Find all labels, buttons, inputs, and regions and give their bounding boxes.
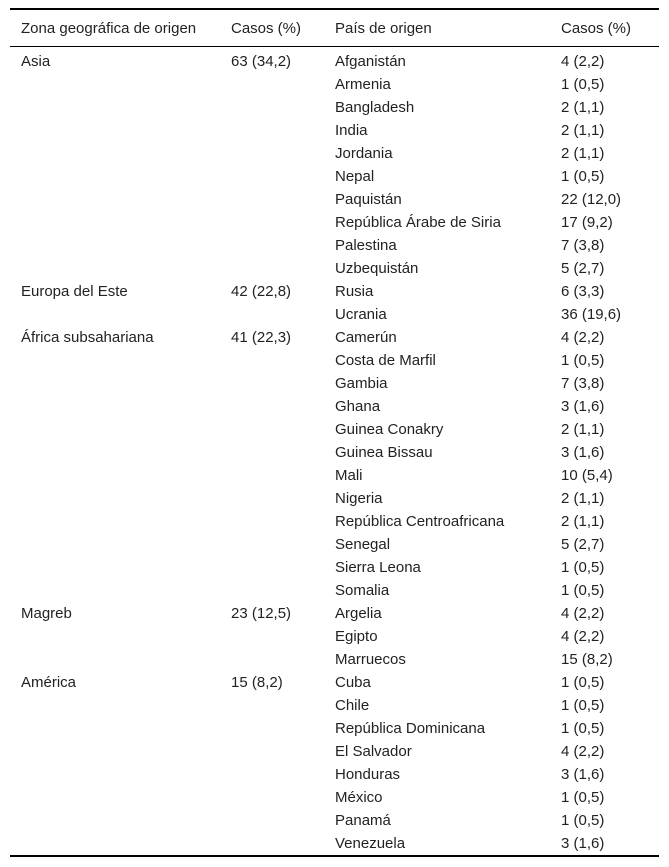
cell-zone xyxy=(10,234,220,257)
cell-zone xyxy=(10,786,220,809)
cell-country-cases: 2 (1,1) xyxy=(561,490,605,507)
cell-zone xyxy=(10,487,220,510)
table-row xyxy=(10,47,659,74)
table-row xyxy=(10,740,659,763)
cell-country: Somalia xyxy=(335,582,390,599)
cell-country-cases: 5 (2,7) xyxy=(561,536,605,553)
cell-zone xyxy=(10,809,220,832)
table-row xyxy=(10,602,659,625)
cell-zone-cases xyxy=(220,648,324,671)
cell-zone: África subsahariana xyxy=(21,329,154,346)
cell-zone-cases xyxy=(220,188,324,211)
cell-zone-cases xyxy=(220,579,324,602)
cell-zone-cases xyxy=(220,832,324,856)
cell-zone: Magreb xyxy=(21,605,72,622)
table-row xyxy=(10,96,659,119)
cell-zone xyxy=(10,73,220,96)
cell-zone xyxy=(10,395,220,418)
cell-country-cases: 2 (1,1) xyxy=(561,145,605,162)
cell-zone-cases xyxy=(220,395,324,418)
cell-country-cases: 4 (2,2) xyxy=(561,605,605,622)
cell-zone xyxy=(10,257,220,280)
cell-country: Argelia xyxy=(335,605,382,622)
cell-country-cases: 4 (2,2) xyxy=(561,628,605,645)
cell-country: Sierra Leona xyxy=(335,559,421,576)
cell-zone xyxy=(10,740,220,763)
cell-country: Senegal xyxy=(335,536,391,553)
cell-zone-cases xyxy=(220,234,324,257)
table-row xyxy=(10,533,659,556)
cell-country: Egipto xyxy=(335,628,378,645)
cell-zone-cases xyxy=(220,119,324,142)
table-body xyxy=(10,47,659,857)
header-row xyxy=(10,9,659,47)
cell-country-cases: 1 (0,5) xyxy=(561,720,605,737)
cell-country-cases: 1 (0,5) xyxy=(561,812,605,829)
cell-country: México xyxy=(335,789,383,806)
cell-country: Nepal xyxy=(335,168,375,185)
cell-country: Honduras xyxy=(335,766,401,783)
cell-country: Venezuela xyxy=(324,832,550,856)
cell-country: Guinea Conakry xyxy=(335,421,444,438)
cell-country-cases: 2 (1,1) xyxy=(561,421,605,438)
cell-country: República Árabe de Siria xyxy=(335,214,501,231)
cell-country: Afganistán xyxy=(335,53,406,70)
cell-zone-cases xyxy=(220,142,324,165)
cell-country: Marruecos xyxy=(335,651,406,668)
table-row xyxy=(10,142,659,165)
cell-country-cases: 36 (19,6) xyxy=(561,306,622,323)
cell-country-cases: 3 (1,6) xyxy=(550,832,659,856)
cell-zone-cases: 63 (34,2) xyxy=(231,53,292,70)
cell-zone-cases xyxy=(220,786,324,809)
origin-cases-table xyxy=(10,8,659,857)
cell-zone xyxy=(10,418,220,441)
cell-country-cases: 1 (0,5) xyxy=(561,352,605,369)
cell-zone: Europa del Este xyxy=(21,283,128,300)
table-container xyxy=(10,8,659,857)
cell-country-cases: 4 (2,2) xyxy=(561,743,605,760)
cell-zone-cases xyxy=(220,487,324,510)
cell-country: República Dominicana xyxy=(335,720,486,737)
cell-country-cases: 6 (3,3) xyxy=(561,283,605,300)
table-header xyxy=(10,9,659,47)
cell-zone-cases xyxy=(220,96,324,119)
header-country: País de origen xyxy=(324,9,550,47)
cell-country: Guinea Bissau xyxy=(335,444,433,461)
cell-zone xyxy=(10,349,220,372)
cell-country: India xyxy=(335,122,368,139)
cell-country: Armenia xyxy=(335,76,391,93)
table-row xyxy=(10,257,659,280)
cell-country: Ghana xyxy=(335,398,381,415)
cell-country: República Centroafricana xyxy=(335,513,505,530)
cell-country-cases: 2 (1,1) xyxy=(561,513,605,530)
cell-zone-cases xyxy=(220,165,324,188)
cell-zone xyxy=(10,464,220,487)
cell-country: Costa de Marfil xyxy=(335,352,436,369)
cell-country-cases: 1 (0,5) xyxy=(561,789,605,806)
table-row xyxy=(10,510,659,533)
table-row xyxy=(10,372,659,395)
cell-zone-cases xyxy=(220,257,324,280)
table-row xyxy=(10,809,659,832)
cell-zone xyxy=(10,211,220,234)
table-row xyxy=(10,464,659,487)
cell-country: Gambia xyxy=(335,375,388,392)
cell-country: El Salvador xyxy=(335,743,412,760)
cell-zone xyxy=(10,763,220,786)
cell-country: Bangladesh xyxy=(335,99,415,116)
cell-zone xyxy=(10,579,220,602)
cell-zone-cases xyxy=(220,625,324,648)
table-row xyxy=(10,418,659,441)
cell-zone-cases xyxy=(220,717,324,740)
cell-zone xyxy=(10,533,220,556)
header-zone: Zona geográfica de origen xyxy=(10,9,220,47)
table-row xyxy=(10,579,659,602)
cell-zone: América xyxy=(21,674,77,691)
cell-country-cases: 2 (1,1) xyxy=(561,122,605,139)
cell-zone-cases xyxy=(220,809,324,832)
cell-country-cases: 10 (5,4) xyxy=(561,467,613,484)
cell-country-cases: 4 (2,2) xyxy=(561,329,605,346)
cell-zone-cases xyxy=(220,73,324,96)
cell-country-cases: 1 (0,5) xyxy=(561,582,605,599)
table-row xyxy=(10,119,659,142)
table-row xyxy=(10,441,659,464)
cell-country-cases: 2 (1,1) xyxy=(561,99,605,116)
cell-zone-cases xyxy=(220,763,324,786)
cell-zone xyxy=(10,556,220,579)
cell-zone xyxy=(10,188,220,211)
cell-zone xyxy=(10,694,220,717)
table-row xyxy=(10,234,659,257)
cell-zone-cases xyxy=(220,740,324,763)
cell-zone-cases: 42 (22,8) xyxy=(231,283,292,300)
cell-country: Jordania xyxy=(335,145,393,162)
table-row xyxy=(10,786,659,809)
cell-zone xyxy=(10,510,220,533)
cell-country-cases: 1 (0,5) xyxy=(561,168,605,185)
cell-zone xyxy=(10,648,220,671)
cell-zone-cases xyxy=(220,303,324,326)
cell-country-cases: 3 (1,6) xyxy=(561,766,605,783)
cell-zone xyxy=(10,303,220,326)
table-row xyxy=(10,717,659,740)
table-row xyxy=(10,395,659,418)
cell-country-cases: 17 (9,2) xyxy=(561,214,613,231)
cell-zone xyxy=(10,96,220,119)
table-row xyxy=(10,648,659,671)
cell-zone xyxy=(10,832,220,856)
cell-country-cases: 1 (0,5) xyxy=(561,76,605,93)
cell-country: Camerún xyxy=(335,329,397,346)
cell-country-cases: 15 (8,2) xyxy=(561,651,613,668)
cell-zone xyxy=(10,372,220,395)
cell-zone-cases xyxy=(220,418,324,441)
cell-country: Rusia xyxy=(335,283,374,300)
table-row xyxy=(10,73,659,96)
cell-country: Nigeria xyxy=(335,490,383,507)
cell-country-cases: 7 (3,8) xyxy=(561,237,605,254)
cell-zone-cases: 15 (8,2) xyxy=(231,674,283,691)
cell-zone xyxy=(10,142,220,165)
table-row xyxy=(10,165,659,188)
cell-zone-cases xyxy=(220,533,324,556)
cell-zone-cases: 23 (12,5) xyxy=(231,605,292,622)
cell-country: Uzbequistán xyxy=(335,260,419,277)
cell-zone-cases: 41 (22,3) xyxy=(231,329,292,346)
cell-country-cases: 1 (0,5) xyxy=(561,697,605,714)
cell-country: Panamá xyxy=(335,812,391,829)
header-zone-cases: Casos (%) xyxy=(220,9,324,47)
cell-country: Ucrania xyxy=(335,306,387,323)
cell-country-cases: 3 (1,6) xyxy=(561,444,605,461)
cell-zone-cases xyxy=(220,441,324,464)
table-row xyxy=(10,694,659,717)
cell-country: Cuba xyxy=(335,674,371,691)
table-row xyxy=(10,556,659,579)
cell-country-cases: 1 (0,5) xyxy=(561,674,605,691)
cell-zone-cases xyxy=(220,349,324,372)
table-row xyxy=(10,280,659,303)
cell-country: Palestina xyxy=(335,237,397,254)
cell-zone-cases xyxy=(220,510,324,533)
cell-zone-cases xyxy=(220,211,324,234)
cell-zone: Asia xyxy=(21,53,51,70)
cell-country: Chile xyxy=(335,697,370,714)
cell-zone-cases xyxy=(220,464,324,487)
cell-country-cases: 22 (12,0) xyxy=(561,191,622,208)
cell-country-cases: 5 (2,7) xyxy=(561,260,605,277)
table-row xyxy=(10,303,659,326)
cell-zone xyxy=(10,119,220,142)
cell-country-cases: 7 (3,8) xyxy=(561,375,605,392)
cell-country: Paquistán xyxy=(335,191,402,208)
cell-zone-cases xyxy=(220,694,324,717)
cell-country-cases: 1 (0,5) xyxy=(561,559,605,576)
cell-zone xyxy=(10,441,220,464)
cell-zone xyxy=(10,717,220,740)
table-row xyxy=(10,671,659,694)
cell-country-cases: 3 (1,6) xyxy=(561,398,605,415)
cell-zone xyxy=(10,625,220,648)
table-row xyxy=(10,487,659,510)
table-row xyxy=(10,188,659,211)
cell-zone xyxy=(10,165,220,188)
table-row xyxy=(10,763,659,786)
cell-country: Mali xyxy=(335,467,363,484)
cell-country-cases: 4 (2,2) xyxy=(561,53,605,70)
cell-zone-cases xyxy=(220,372,324,395)
table-row xyxy=(10,211,659,234)
table-row xyxy=(10,349,659,372)
header-country-cases: Casos (%) xyxy=(550,9,659,47)
cell-zone-cases xyxy=(220,556,324,579)
table-row xyxy=(10,832,659,856)
table-row xyxy=(10,326,659,349)
table-row xyxy=(10,625,659,648)
